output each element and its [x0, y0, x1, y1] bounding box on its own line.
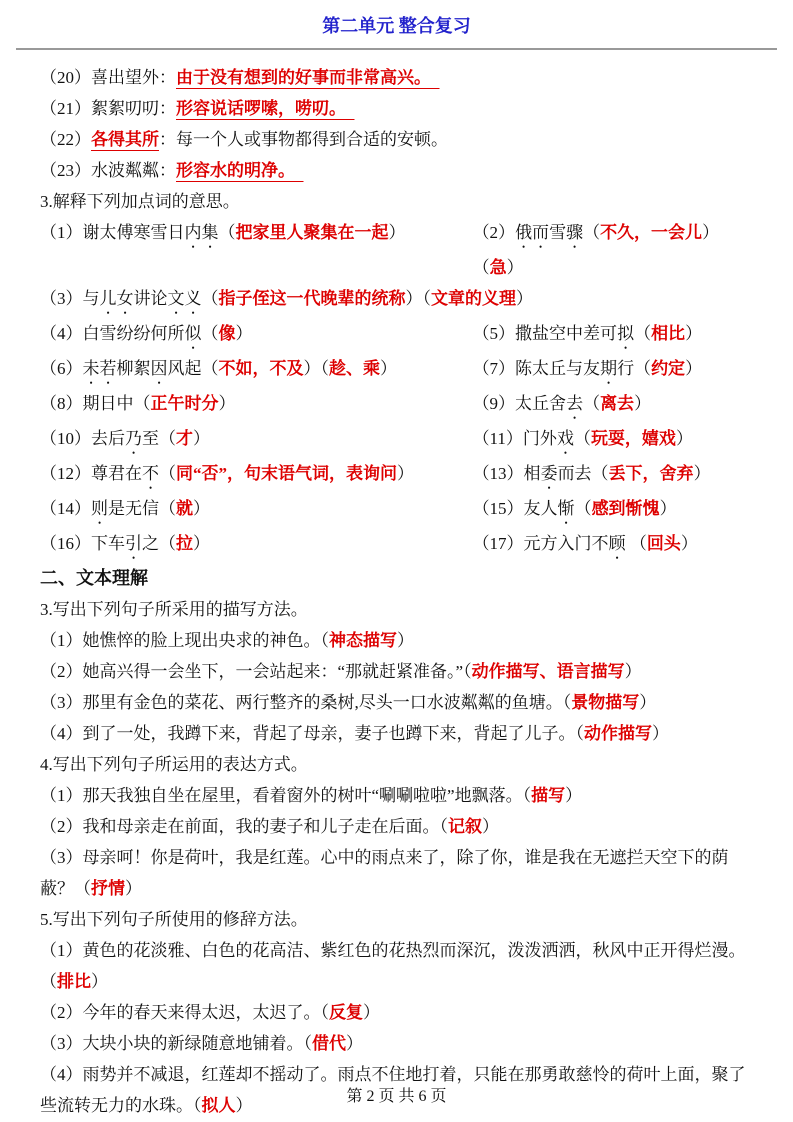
text-segment: （5）撒盐空中差可	[472, 324, 618, 343]
text-segment: ）	[397, 631, 414, 650]
underlined-answer: 形容水的明净。	[176, 161, 304, 180]
word-meaning-item-9	[473, 388, 755, 423]
text-segment: ）	[363, 1003, 380, 1022]
word-meaning-item-11	[473, 423, 755, 458]
answer-text: 不久，一会儿	[600, 223, 703, 242]
word-meaning-item-1	[40, 217, 473, 252]
text-segment: ）	[235, 1096, 253, 1115]
text-segment: （3）母亲呵！你是荷叶，我是红莲。心中的雨点来了，除了你，谁是我在无遮拦天空下的荫蔽？（	[40, 848, 729, 898]
definition-item-20	[40, 62, 755, 93]
word-meaning-item-2	[473, 217, 755, 283]
text-segment: （3）那里有金色的菜花、两行整齐的桑树,尽头一口水波粼粼的鱼塘。（	[40, 693, 572, 712]
word-meaning-item-14	[40, 493, 473, 528]
text-segment: （1）谢太傅寒雪日	[40, 223, 185, 242]
rhetoric-item-3	[40, 1028, 755, 1059]
text-segment: ）	[346, 1034, 363, 1053]
answer-text: 记叙	[448, 817, 482, 836]
question-5-heading: 5.写出下列句子所使用的修辞方法。	[40, 910, 308, 929]
description-item-3	[40, 687, 755, 718]
text-segment: 讲论	[133, 289, 168, 308]
text-segment: ：每一个人或事物都得到合适的安顿。	[159, 130, 448, 149]
dotted-word: 乃	[125, 429, 142, 448]
question-4-heading: 4.写出下列句子所运用的表达方式。	[40, 755, 308, 774]
answer-text: 景物描写	[571, 693, 640, 712]
rhetoric-item-2	[40, 997, 755, 1028]
text-segment: （13）相	[472, 464, 541, 483]
text-segment: ）	[193, 429, 210, 448]
text-segment: （10）去后	[40, 429, 125, 448]
text-segment: ）（	[303, 359, 329, 378]
answer-text: 同“否”，句末语气词，表询问	[176, 464, 397, 483]
answer-text: 拟人	[201, 1096, 236, 1115]
word-meaning-item-7	[473, 353, 755, 388]
answer-text: 急	[489, 258, 507, 277]
word-meaning-row	[40, 493, 755, 528]
answer-text: 反复	[329, 1003, 363, 1022]
text-segment: ）	[639, 693, 657, 712]
page-content	[0, 50, 793, 1121]
rhetoric-item-1	[40, 935, 755, 997]
text-segment: （	[573, 429, 591, 448]
text-segment: （2）我和母亲走在前面，我的妻子和儿子走在后面。（	[40, 817, 448, 836]
text-segment: ）	[685, 324, 703, 343]
text-segment: （4）白雪纷纷何所	[40, 324, 185, 343]
word-meaning-item-4	[40, 318, 473, 353]
text-segment: （2）今年的春天来得太迟，太迟了。（	[40, 1003, 329, 1022]
expression-item-1	[40, 780, 755, 811]
text-segment: 雪	[549, 223, 567, 242]
dotted-word: 则	[91, 499, 108, 518]
text-segment: ）	[218, 394, 236, 413]
answer-text: 不如，不及	[218, 359, 304, 378]
word-meaning-item-10	[40, 423, 473, 458]
text-segment: ）	[380, 359, 397, 378]
question-3a-heading: 3.解释下列加点词的意思。	[40, 192, 240, 211]
text-segment: （7）陈太丘与友	[472, 359, 601, 378]
dotted-word: 因	[150, 359, 168, 378]
text-segment: （22）	[40, 130, 91, 149]
text-segment: （11）门外	[472, 429, 557, 448]
text-segment: （	[574, 499, 592, 518]
dotted-word: 期	[600, 359, 618, 378]
word-meaning-row	[40, 353, 755, 388]
answer-text: 正午时分	[150, 394, 219, 413]
answer-text: 描写	[531, 786, 566, 805]
word-meaning-row	[40, 318, 755, 353]
text-segment: ）	[506, 258, 524, 277]
dotted-word: 俄而	[515, 223, 550, 242]
underlined-answer: 由于没有想到的好事而非常高兴。	[176, 68, 440, 87]
text-segment: （1）黄色的花淡雅、白色的花高洁、紫红色的花热烈而深沉，泼泼洒洒，秋风中正开得烂漫。（	[40, 941, 746, 991]
word-meaning-item-15	[473, 493, 755, 528]
word-meaning-item-6	[40, 353, 473, 388]
text-segment: （2）她高兴得一会坐下，一会站起来：“那就赶紧准备。”（	[40, 662, 472, 681]
answer-text: 拉	[176, 534, 193, 553]
dotted-word: 似	[184, 324, 202, 343]
answer-text: 才	[176, 429, 193, 448]
answer-text: 文章的义理	[431, 289, 516, 308]
text-segment: 行（	[617, 359, 652, 378]
text-segment: ）	[193, 499, 210, 518]
text-segment: ）	[680, 534, 698, 553]
section-2-heading: 二、文本理解	[40, 568, 148, 588]
underlined-answer: 形容说话啰嗦，唠叨。	[176, 99, 355, 118]
answer-text: 玩耍，嬉戏	[590, 429, 676, 448]
text-segment: （8）期日中（	[40, 394, 151, 413]
text-segment: ）	[516, 289, 533, 308]
answer-text: 把家里人聚集在一起	[235, 223, 389, 242]
text-segment: 是无信（	[108, 499, 176, 518]
answer-text: 回头	[646, 534, 681, 553]
text-segment: （17）元方入门不	[472, 534, 609, 553]
text-segment: ）	[193, 534, 210, 553]
text-segment: （	[218, 223, 236, 242]
word-meaning-item-17	[473, 528, 755, 563]
answer-text: 动作描写、语言描写	[471, 662, 625, 681]
answer-text: 借代	[312, 1034, 346, 1053]
text-segment: （4）到了一处，我蹲下来，背起了母亲，妻子也蹲下来，背起了儿子。（	[40, 724, 584, 743]
text-segment: ）（	[472, 223, 720, 277]
text-segment: （	[625, 534, 647, 553]
dotted-word: 顾	[608, 534, 626, 553]
text-segment: ）	[659, 499, 677, 518]
text-segment: ）	[235, 324, 253, 343]
text-segment: ）	[675, 429, 693, 448]
text-segment: ）	[91, 972, 108, 991]
word-meaning-row	[40, 458, 755, 493]
text-segment: （15）友人	[472, 499, 558, 518]
text-segment: ）	[397, 464, 414, 483]
dotted-word: 引	[125, 534, 142, 553]
word-meaning-row	[40, 528, 755, 563]
dotted-word: 不	[142, 464, 159, 483]
word-meaning-item-12	[40, 458, 473, 493]
description-item-4	[40, 718, 755, 749]
text-segment: （3）与	[40, 289, 100, 308]
text-segment: （23）水波粼粼：	[40, 161, 176, 180]
answer-text: 就	[176, 499, 193, 518]
text-segment: ）（	[405, 289, 431, 308]
text-segment: （12）尊君在	[40, 464, 142, 483]
text-segment: （	[159, 464, 176, 483]
expression-item-3	[40, 842, 755, 904]
answer-text: 相比	[651, 324, 686, 343]
text-segment: 柳絮	[116, 359, 151, 378]
text-segment: 至（	[142, 429, 176, 448]
text-segment: （1）那天我独自坐在屋里，看着窗外的树叶“唰唰啦啦”地飘落。（	[40, 786, 532, 805]
text-segment: （14）	[40, 499, 91, 518]
text-segment: （6）	[40, 359, 83, 378]
answer-text: 排比	[57, 972, 91, 991]
answer-text: 趁、乘	[329, 359, 380, 378]
text-segment: ）	[685, 359, 703, 378]
text-segment: （1）她憔悴的脸上现出央求的神色。（	[40, 631, 329, 650]
definition-item-23	[40, 155, 755, 186]
word-meaning-item-5	[473, 318, 755, 353]
text-segment: ）	[125, 879, 142, 898]
question-3b-heading: 3.写出下列句子所采用的描写方法。	[40, 600, 308, 619]
dotted-word: 惭	[557, 499, 575, 518]
answer-text: 离去	[600, 394, 635, 413]
dotted-word: 儿女	[99, 289, 134, 308]
text-segment: （	[583, 223, 601, 242]
answer-text: 抒情	[91, 879, 125, 898]
dotted-word: 文义	[167, 289, 202, 308]
answer-text: 约定	[651, 359, 686, 378]
answer-text: 像	[218, 324, 236, 343]
definition-item-21	[40, 93, 755, 124]
word-meaning-item-13	[473, 458, 755, 493]
text-segment: （2）	[472, 223, 516, 242]
text-segment: ）	[634, 394, 652, 413]
dotted-word: 骤	[566, 223, 584, 242]
text-segment: （	[583, 394, 601, 413]
text-segment: （16）下车	[40, 534, 125, 553]
text-segment: ）	[482, 817, 499, 836]
description-item-1	[40, 625, 755, 656]
definition-item-22	[40, 124, 755, 155]
dotted-word: 内集	[184, 223, 219, 242]
answer-text: 丢下，舍弃	[608, 464, 694, 483]
page-title: 第二单元 整合复习	[322, 16, 471, 36]
text-segment: （4）雨势并不减退，红莲却不摇动了。雨点不住地打着，只能在那勇敢慈怜的荷叶上面，聚了些流转无力的水珠。（	[40, 1065, 746, 1115]
answer-text: 动作描写	[584, 724, 652, 743]
dotted-word: 去	[566, 394, 584, 413]
dotted-word: 戏	[556, 429, 574, 448]
word-meaning-item-16	[40, 528, 473, 563]
word-meaning-item-3	[40, 283, 755, 318]
answer-text: 感到惭愧	[591, 499, 660, 518]
page-header	[0, 0, 793, 50]
dotted-word: 未若	[82, 359, 117, 378]
answer-text: 指子侄这一代晚辈的统称	[218, 289, 406, 308]
text-segment: （3）大块小块的新绿随意地铺着。（	[40, 1034, 312, 1053]
text-segment: 之（	[142, 534, 176, 553]
text-segment: （21）絮絮叨叨：	[40, 99, 176, 118]
text-segment: （9）太丘舍	[472, 394, 567, 413]
underlined-answer: 各得其所	[91, 130, 159, 149]
dotted-word: 委	[540, 464, 558, 483]
word-meaning-row	[40, 423, 755, 458]
text-segment: ）	[624, 662, 642, 681]
text-segment: （20）喜出望外：	[40, 68, 176, 87]
text-segment: （	[634, 324, 652, 343]
word-meaning-item-8	[40, 388, 473, 419]
word-meaning-row	[40, 388, 755, 423]
text-segment: 而去（	[557, 464, 609, 483]
page-footer: 第 2 页 共 6 页	[346, 1088, 447, 1105]
text-segment: ）	[388, 223, 406, 242]
text-segment: ）	[652, 724, 669, 743]
answer-text: 神态描写	[329, 631, 397, 650]
text-segment: （	[201, 324, 219, 343]
text-segment: （	[201, 289, 219, 308]
dotted-word: 拟	[617, 324, 635, 343]
text-segment: ）	[693, 464, 711, 483]
text-segment: 风起（	[167, 359, 219, 378]
text-segment: ）	[565, 786, 583, 805]
expression-item-2	[40, 811, 755, 842]
word-meaning-row	[40, 217, 755, 283]
description-item-2	[40, 656, 755, 687]
